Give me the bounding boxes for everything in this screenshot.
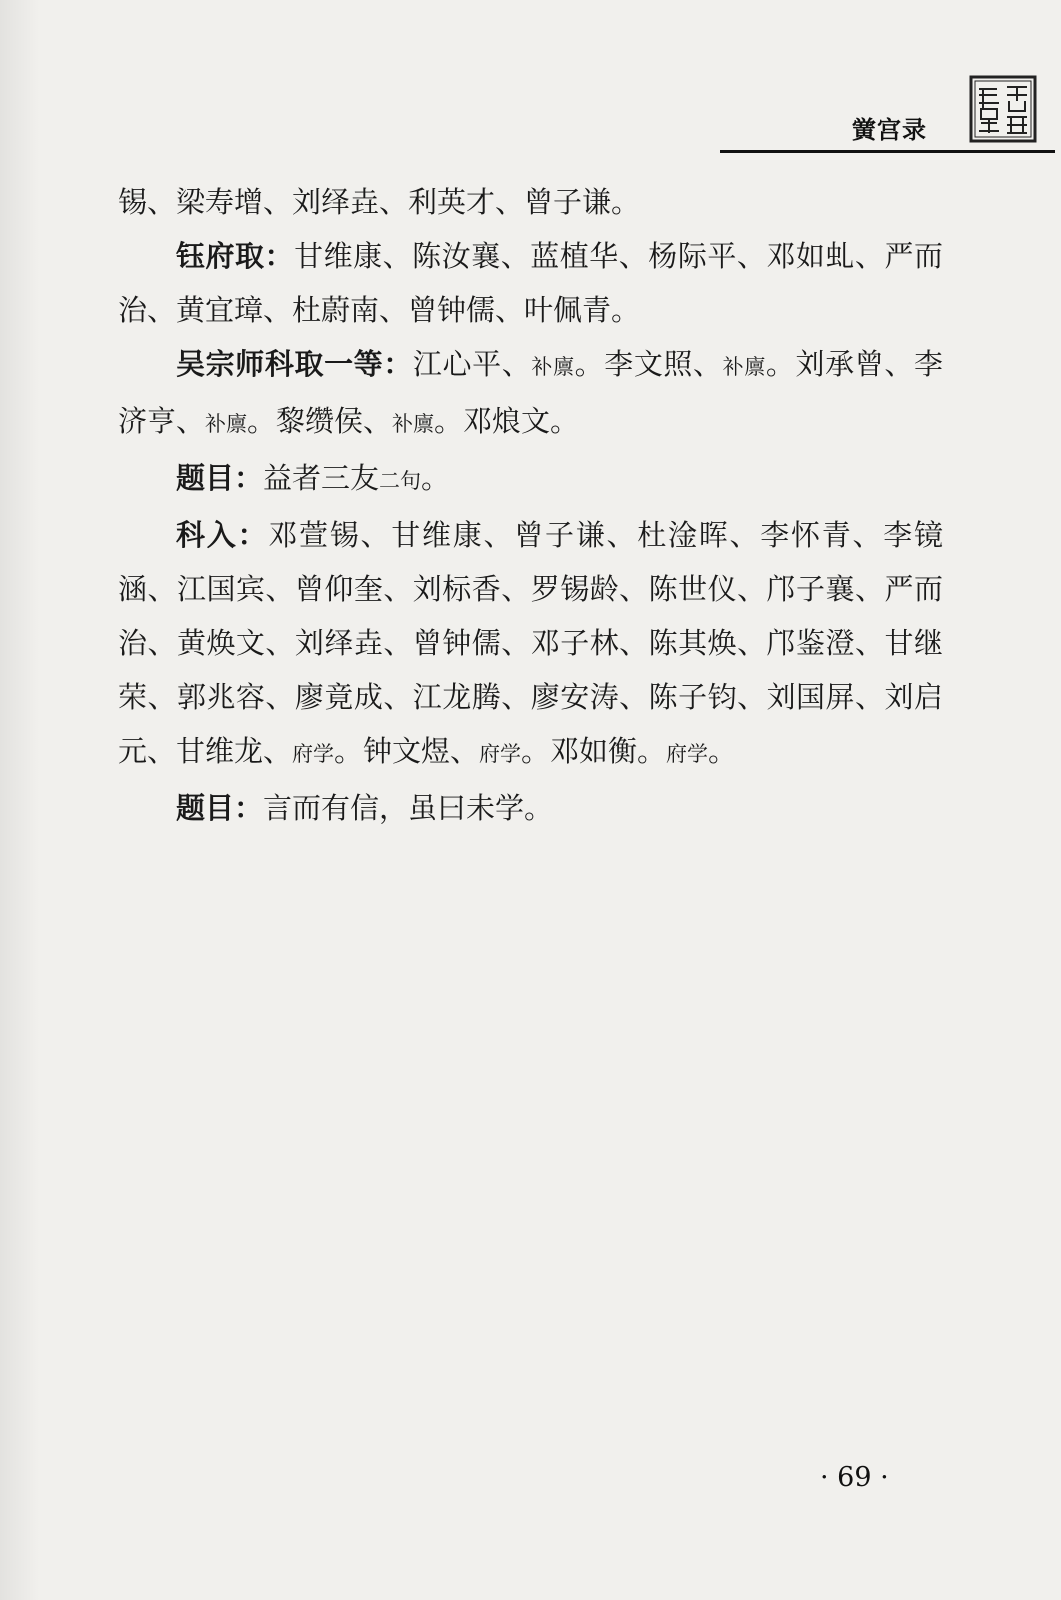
paragraph-label: 科入：	[176, 518, 269, 552]
paragraph-text: 。刘承曾、李济亨、	[118, 347, 943, 438]
annotation-note: 府学	[666, 742, 709, 766]
paragraph-label: 题目：	[176, 461, 264, 495]
paragraph-topic-1	[118, 451, 943, 508]
paragraph-text: 锡、梁寿增、刘绎垚、利英才、曾子谦。	[118, 185, 641, 219]
paragraph-yu-fu-qu	[118, 229, 943, 337]
page-edge-shadow	[0, 0, 40, 1600]
paragraph-topic-2	[118, 781, 943, 835]
paragraph-text: 。	[421, 461, 451, 495]
annotation-note: 补廪	[722, 355, 766, 379]
page-number: · 69 ·	[820, 1462, 889, 1493]
paragraph-label: 题目：	[176, 791, 264, 825]
annotation-note: 二句	[379, 469, 422, 493]
paragraph-text: 。黎缵侯、	[247, 404, 393, 438]
paragraph-text: 。钟文煜、	[334, 734, 480, 768]
paragraph-text: 。	[708, 734, 738, 768]
paragraph-text: 。邓如衡。	[521, 734, 667, 768]
paragraph-text: 言而有信，虽曰未学。	[263, 791, 554, 825]
paragraph-continued	[118, 175, 943, 229]
body-text	[118, 175, 943, 835]
paragraph-text: 。邓烺文。	[434, 404, 580, 438]
paragraph-ke-ru	[118, 508, 943, 781]
header-rule	[720, 150, 1055, 153]
annotation-note: 补廪	[205, 412, 248, 436]
paragraph-text: 邓萱锡、甘维康、曾子谦、杜淦晖、李怀青、李镜涵、江国宾、曾仰奎、刘标香、罗锡龄、陈世仪、邝子襄、严而治、黄焕文、刘绎垚、曾钟儒、邓子林、陈其焕、邝鉴澄、甘继荣、郭兆容、廖竟成、江龙腾、廖安涛、陈子钧、刘国屏、刘启元、甘维龙、	[118, 518, 943, 768]
paragraph-label: 吴宗师科取一等：	[176, 347, 413, 381]
annotation-note: 府学	[292, 742, 335, 766]
paragraph-text: 益者三友	[263, 461, 380, 495]
seal-stamp-icon	[969, 75, 1037, 143]
annotation-note: 补廪	[531, 355, 575, 379]
running-header-title: 黉宫录	[852, 116, 927, 144]
paragraph-label: 钰府取：	[176, 239, 295, 273]
paragraph-wu-zongshi	[118, 337, 943, 451]
running-header	[720, 90, 1055, 165]
paragraph-text: 江心平、	[412, 347, 532, 381]
annotation-note: 补廪	[392, 412, 435, 436]
paragraph-text: 。李文照、	[574, 347, 723, 381]
annotation-note: 府学	[479, 742, 522, 766]
paragraph-text: 甘维康、陈汝襄、蓝植华、杨际平、邓如虬、严而治、黄宜璋、杜蔚南、曾钟儒、叶佩青。	[118, 239, 943, 327]
